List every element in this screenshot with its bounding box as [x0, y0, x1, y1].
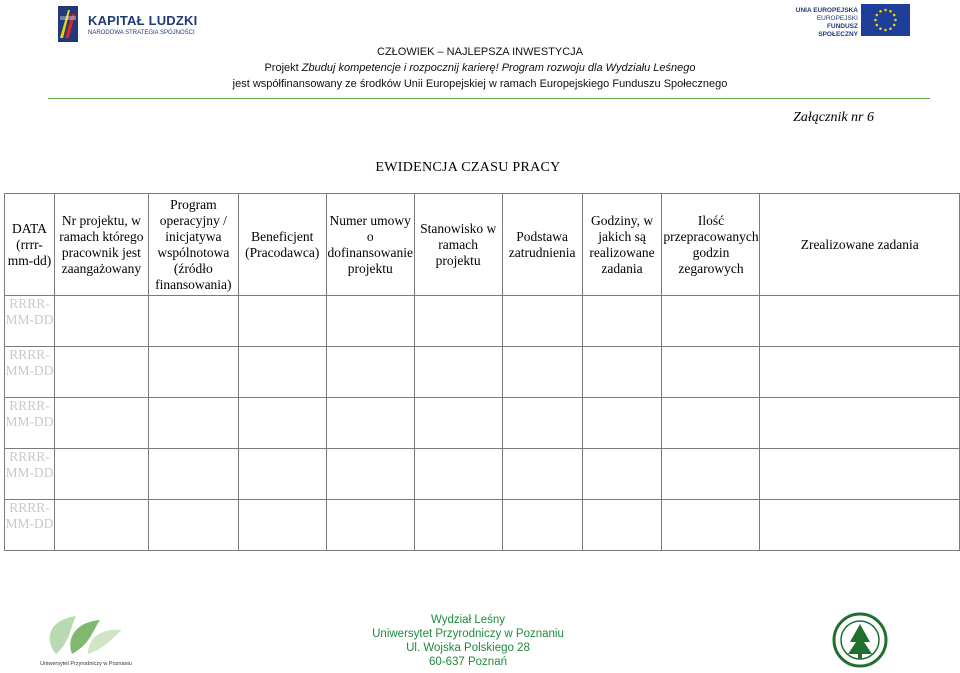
project-number-cell[interactable] [54, 500, 148, 551]
project-number-cell[interactable] [54, 398, 148, 449]
employment-basis-cell[interactable] [502, 296, 582, 347]
header-line-2-project-title: Zbuduj kompetencje i rozpocznij karierę! Program rozwoju dla Wydziału Leśnego [301, 62, 696, 74]
faculty-seal-icon [832, 612, 888, 668]
kapital-ludzki-subtitle: NARODOWA STRATEGIA SPÓJNOŚCI [88, 30, 195, 36]
footer-line-2: Uniwersytet Przyrodniczy w Poznaniu [372, 628, 564, 640]
eu-flag-icon [861, 4, 910, 36]
beneficiary-cell[interactable] [238, 347, 326, 398]
agreement-number-cell[interactable] [326, 449, 414, 500]
kapital-ludzki-title: KAPITAŁ LUDZKI [88, 13, 198, 28]
employment-basis-cell[interactable] [502, 500, 582, 551]
employment-basis-cell[interactable] [502, 449, 582, 500]
hours-worked-cell[interactable] [662, 296, 760, 347]
header-line-2-plain: Projekt [264, 62, 302, 74]
document-title: EWIDENCJA CZASU PRACY [375, 160, 561, 175]
beneficiary-cell[interactable] [238, 296, 326, 347]
header-line-3: jest współfinansowany ze środków Unii Europejskiej w ramach Europejskiego Funduszu Społecznego [232, 78, 728, 90]
header-divider [48, 98, 930, 99]
task-hours-cell[interactable] [582, 500, 662, 551]
table-row [5, 500, 960, 551]
completed-tasks-cell[interactable] [760, 449, 960, 500]
employment-basis-cell[interactable] [502, 347, 582, 398]
header-line-1: CZŁOWIEK – NAJLEPSZA INWESTYCJA [377, 46, 583, 58]
eu-logo-line3: FUNDUSZ SPOŁECZNY [818, 23, 858, 38]
agreement-number-cell[interactable] [326, 500, 414, 551]
completed-tasks-cell[interactable] [760, 347, 960, 398]
task-hours-cell[interactable] [582, 296, 662, 347]
hours-worked-cell[interactable] [662, 347, 760, 398]
position-cell[interactable] [414, 500, 502, 551]
operational-program-cell[interactable] [148, 347, 238, 398]
eu-logo-line1: UNIA EUROPEJSKA [795, 7, 858, 14]
date-cell[interactable] [5, 296, 55, 347]
col-header-project-number: Nr projektu, w ramach którego pracownik jest zaangażowany [54, 194, 148, 296]
employment-basis-cell[interactable] [502, 398, 582, 449]
position-cell[interactable] [414, 296, 502, 347]
col-header-completed-tasks: Zrealizowane zadania [760, 194, 960, 296]
col-header-operational-program: Program operacyjny / inicjatywa wspólnotowa (źródło finansowania) [148, 194, 238, 296]
beneficiary-cell[interactable] [238, 500, 326, 551]
eu-logo-text [788, 7, 858, 39]
col-header-hours-worked: Ilość przepracowanych godzin zegarowych [662, 194, 760, 296]
header-line-2 [0, 62, 960, 74]
hours-worked-cell[interactable] [662, 449, 760, 500]
attachment-label: Załącznik nr 6 [793, 110, 874, 125]
task-hours-cell[interactable] [582, 398, 662, 449]
col-header-beneficiary: Beneficjent (Pracodawca) [238, 194, 326, 296]
agreement-number-cell[interactable] [326, 398, 414, 449]
footer-line-4: 60-637 Poznań [428, 656, 507, 668]
date-cell[interactable] [5, 500, 55, 551]
footer-line-3: Ul. Wojska Polskiego 28 [406, 642, 530, 654]
agreement-number-cell[interactable] [326, 347, 414, 398]
operational-program-cell[interactable] [148, 398, 238, 449]
table-row [5, 449, 960, 500]
table-header-row [5, 194, 960, 296]
date-cell[interactable] [5, 347, 55, 398]
col-header-date: DATA (rrrr-mm-dd) [5, 194, 55, 296]
project-number-cell[interactable] [54, 296, 148, 347]
kapital-ludzki-logo [56, 4, 198, 46]
date-placeholder: RRRR-MM-DD [5, 296, 54, 327]
operational-program-cell[interactable] [148, 500, 238, 551]
col-header-position: Stanowisko w ramach projektu [414, 194, 502, 296]
position-cell[interactable] [414, 398, 502, 449]
kapital-ludzki-mark-icon [56, 4, 80, 44]
date-placeholder: RRRR-MM-DD [5, 500, 54, 531]
hours-worked-cell[interactable] [662, 500, 760, 551]
table-row [5, 347, 960, 398]
completed-tasks-cell[interactable] [760, 500, 960, 551]
footer-line-1: Wydział Leśny [430, 614, 506, 626]
table-row [5, 296, 960, 347]
date-placeholder: RRRR-MM-DD [5, 347, 54, 378]
col-header-agreement-number: Numer umowy o dofinansowanie projektu [326, 194, 414, 296]
eu-logo-line2: EUROPEJSKI [816, 15, 858, 22]
date-placeholder: RRRR-MM-DD [5, 398, 54, 429]
beneficiary-cell[interactable] [238, 398, 326, 449]
position-cell[interactable] [414, 347, 502, 398]
task-hours-cell[interactable] [582, 449, 662, 500]
completed-tasks-cell[interactable] [760, 398, 960, 449]
hours-worked-cell[interactable] [662, 398, 760, 449]
agreement-number-cell[interactable] [326, 296, 414, 347]
project-number-cell[interactable] [54, 449, 148, 500]
eu-efs-logo [788, 4, 910, 36]
operational-program-cell[interactable] [148, 296, 238, 347]
completed-tasks-cell[interactable] [760, 296, 960, 347]
table-row [5, 398, 960, 449]
col-header-employment-basis: Podstawa zatrudnienia [502, 194, 582, 296]
task-hours-cell[interactable] [582, 347, 662, 398]
position-cell[interactable] [414, 449, 502, 500]
university-logo-caption: Uniwersytet Przyrodniczy w Poznaniu [40, 661, 132, 667]
time-record-table [4, 193, 960, 551]
operational-program-cell[interactable] [148, 449, 238, 500]
project-number-cell[interactable] [54, 347, 148, 398]
beneficiary-cell[interactable] [238, 449, 326, 500]
date-cell[interactable] [5, 398, 55, 449]
col-header-task-hours: Godziny, w jakich są realizowane zadania [582, 194, 662, 296]
date-cell[interactable] [5, 449, 55, 500]
date-placeholder: RRRR-MM-DD [5, 449, 54, 480]
